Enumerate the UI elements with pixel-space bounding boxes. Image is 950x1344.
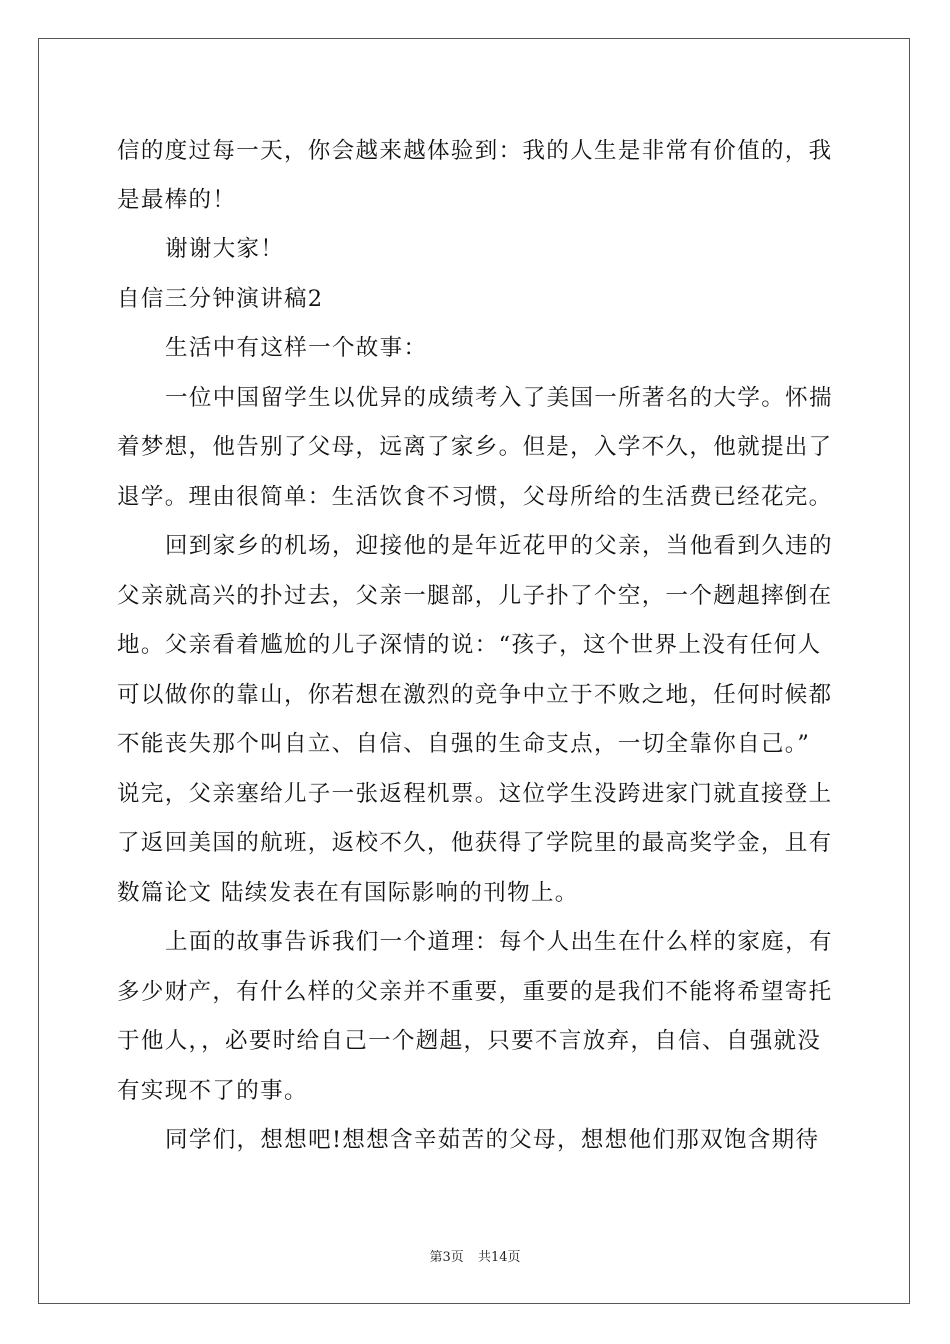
page-total: 共14页	[477, 1250, 521, 1265]
text-line: 生活中有这样一个故事：	[165, 335, 428, 361]
text-line: 有实现不了的事。	[117, 1078, 308, 1104]
text-line: 可以做你的靠山，你若想在激烈的竞争中立于不败之地，任何时候都	[117, 682, 833, 708]
text-line: 同学们，想想吧!想想含辛茹苦的父母，想想他们那双饱含期待	[165, 1127, 820, 1153]
text-line: 一位中国留学生以优异的成绩考入了美国一所著名的大学。怀揣	[165, 385, 833, 411]
text-line: 回到家乡的机场，迎接他的是年近花甲的父亲，当他看到久违的	[165, 533, 833, 559]
text-line: 上面的故事告诉我们一个道理：每个人出生在什么样的家庭，有	[165, 929, 833, 955]
text-line: 着梦想，他告别了父母，远离了家乡。但是，入学不久，他就提出了	[117, 434, 833, 460]
text-line: 是最棒的！	[117, 187, 237, 213]
text-line: 谢谢大家！	[165, 236, 285, 262]
text-line: 父亲就高兴的扑过去，父亲一腿部，儿子扑了个空，一个趔趄摔倒在	[117, 583, 833, 609]
page-footer	[0, 1246, 950, 1265]
text-line: 多少财产，有什么样的父亲并不重要，重要的是我们不能将希望寄托	[117, 979, 833, 1005]
text-line: 地。父亲看着尴尬的儿子深情的说：“孩子，这个世界上没有任何人	[117, 632, 822, 658]
text-line: 于他人，，必要时给自己一个趔趄，只要不言放弃，自信、自强就没	[117, 1028, 822, 1054]
page-border	[38, 38, 910, 1304]
text-line: 说完，父亲塞给儿子一张返程机票。这位学生没跨进家门就直接登上	[117, 781, 833, 807]
section-heading: 自信三分钟演讲稿2	[117, 286, 324, 312]
text-line: 退学。理由很简单：生活饮食不习惯，父母所给的生活费已经花完。	[117, 484, 833, 510]
text-line: 信的度过每一天，你会越来越体验到：我的人生是非常有价值的，我	[117, 138, 833, 164]
text-line: 不能丧失那个叫自立、自信、自强的生命支点，一切全靠你自己。”	[117, 731, 811, 757]
text-line: 了返回美国的航班，返校不久，他获得了学院里的最高奖学金，且有	[117, 830, 833, 856]
text-line: 数篇论文 陆续发表在有国际影响的刊物上。	[117, 880, 579, 906]
page-number: 第3页	[429, 1250, 464, 1265]
